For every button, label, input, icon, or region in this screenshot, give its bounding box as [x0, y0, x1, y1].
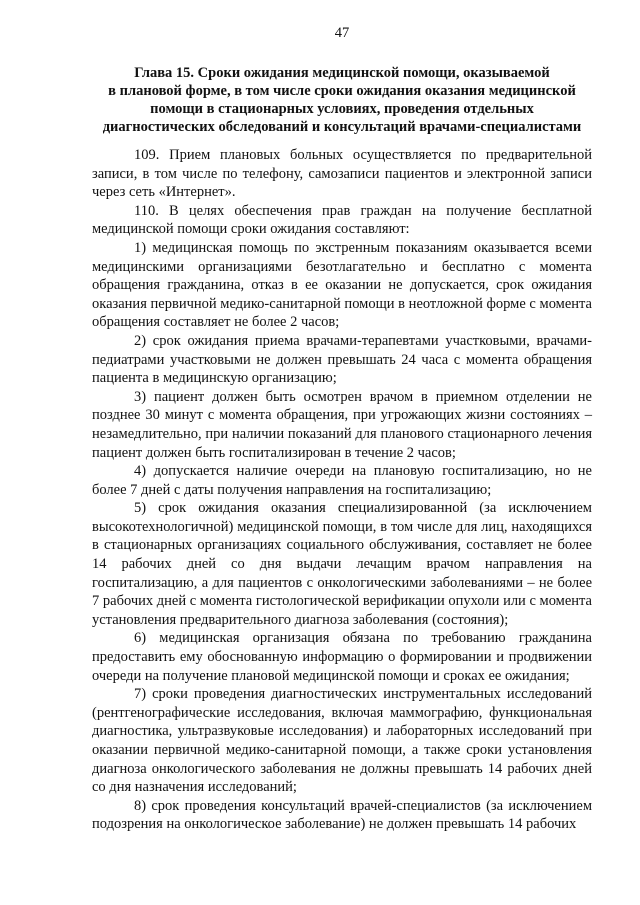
paragraph-109: 109. Прием плановых больных осуществляется по предварительной записи, в том числе по телефону, самозаписи пациентов и электронной записи через сеть «Интернет».	[92, 147, 592, 201]
chapter-title-line: помощи в стационарных условиях, проведения отдельных	[150, 101, 534, 117]
chapter-title	[92, 64, 592, 136]
list-item-8: 8) срок проведения консультаций врачей-специалистов (за исключением подозрения на онкологическое заболевание) не должен превышать 14 рабочих	[92, 797, 592, 833]
paragraph-110: 110. В целях обеспечения прав граждан на получение бесплатной медицинской помощи сроки ожидания составляют:	[92, 202, 592, 238]
list-item-2: 2) срок ожидания приема врачами-терапевтами участковыми, врачами-педиатрами участковыми не должен превышать 24 часа с момента обращения пациента в медицинскую организацию;	[92, 332, 592, 387]
document-body	[92, 146, 592, 834]
chapter-title-line: диагностических обследований и консультаций врачами-специалистами	[102, 119, 582, 135]
list-item-1: 1) медицинская помощь по экстренным показаниям оказывается всеми медицинскими организациями безотлагательно и бесплатно с момента обращения гражданина, отказ в ее оказании не допускается, срок ожидания оказания первичной медико-санитарной помощи в неотложной форме с момента обращения составляет не более 2 часов;	[92, 239, 592, 331]
list-item-7: 7) сроки проведения диагностических инструментальных исследований (рентгенографические исследования, включая маммографию, функциональная диагностика, ультразвуковые исследования) и лабораторных исследований при оказании первичной медико-санитарной помощи, а также сроки установления диагноза онкологического заболевания не должны превышать 14 рабочих дней со дня назначения исследований;	[92, 686, 592, 796]
chapter-title-line: Глава 15. Сроки ожидания медицинской помощи, оказываемой	[134, 65, 550, 81]
list-item-4: 4) допускается наличие очереди на плановую госпитализацию, но не более 7 дней с даты получения направления на госпитализацию;	[92, 463, 592, 498]
list-item-5: 5) срок ожидания оказания специализированной (за исключением высокотехнологичной) медицинской помощи, в том числе для лиц, находящихся в стационарных организациях социального обслуживания, составляет не более 14 рабочих дней со дня выдачи лечащим врачом направления на госпитализацию, а для пациентов с онкологическими заболеваниями – не более 7 рабочих дней с момента гистологической верификации опухоли или с момента установления предварительного диагноза заболевания (состояния);	[92, 500, 592, 628]
chapter-title-line: в плановой форме, в том числе сроки ожидания оказания медицинской	[108, 83, 576, 99]
page-number: 47	[334, 25, 350, 41]
list-item-3: 3) пациент должен быть осмотрен врачом в приемном отделении не позднее 30 минут с момента обращения, при угрожающих жизни состояниях – незамедлительно, при наличии показаний для планового стационарного лечения пациент должен быть госпитализирован в течение 2 часов;	[92, 388, 592, 461]
list-item-6: 6) медицинская организация обязана по требованию гражданина предоставить ему обоснованную информацию о формировании и продвижении очереди на получение плановой медицинской помощи и сроках ее ожидания;	[92, 630, 592, 684]
